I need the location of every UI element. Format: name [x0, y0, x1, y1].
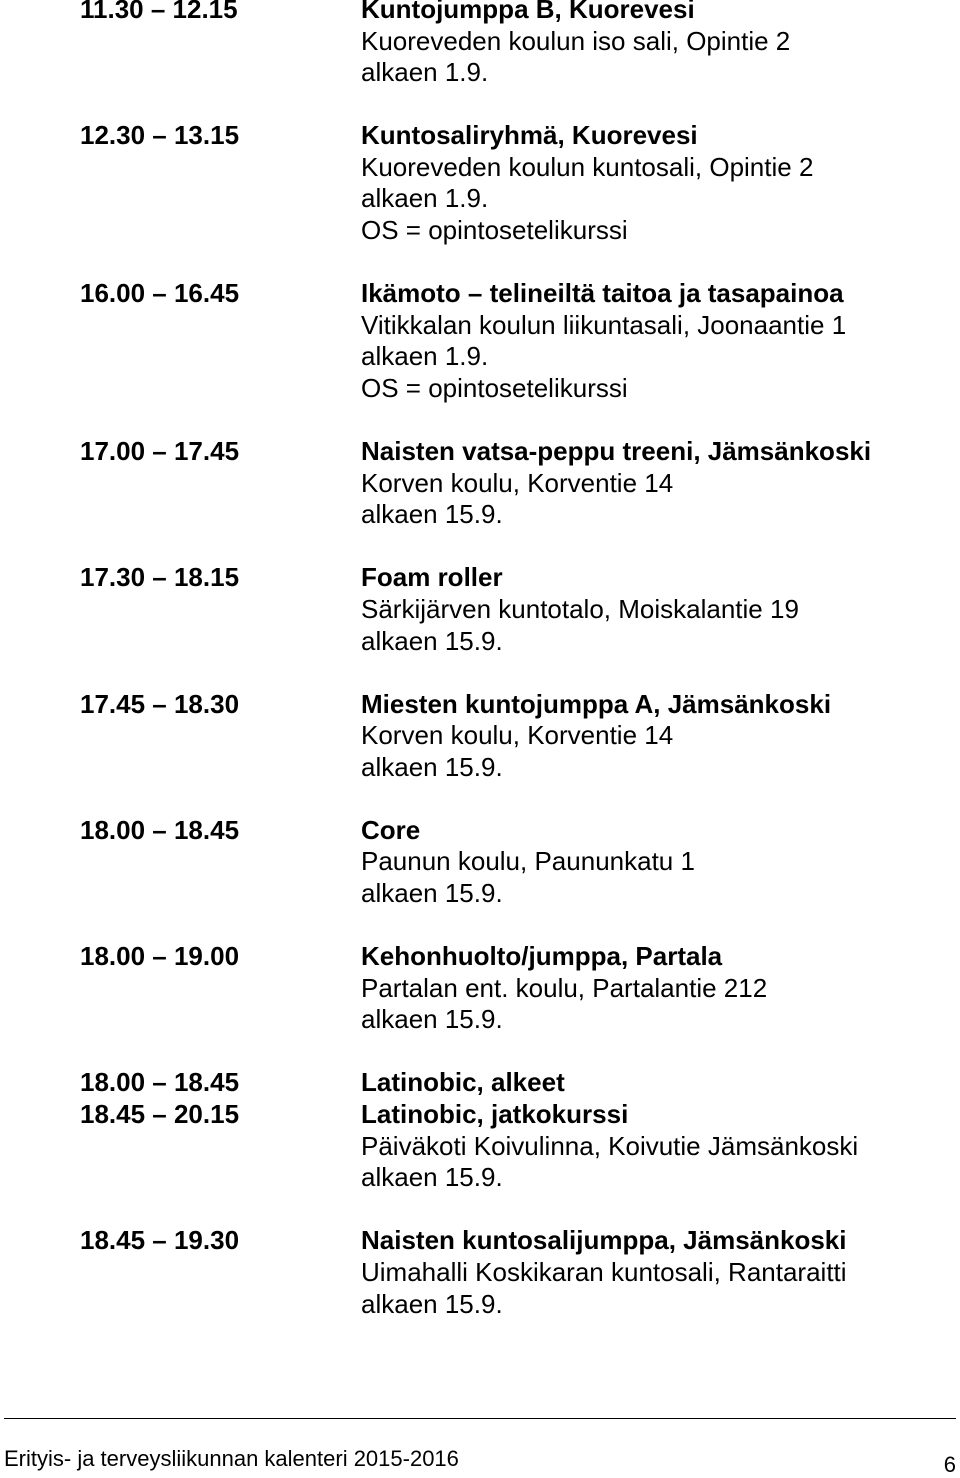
entry-title: Kuntojumppa B, Kuorevesi [361, 0, 695, 24]
schedule-list [80, 0, 940, 1320]
entry-note: alkaen 1.9. [361, 341, 489, 372]
schedule-entry [80, 278, 940, 404]
entry-location: Korven koulu, Korventie 14 [361, 467, 674, 498]
entry-time: 16.00 – 16.45 [80, 278, 240, 309]
entry-location: Paunun koulu, Paununkatu 1 [361, 846, 695, 877]
entry-time: 18.45 – 19.30 [80, 1225, 240, 1256]
entry-details [361, 815, 940, 910]
entry-title: Naisten vatsa-peppu treeni, Jämsänkoski [361, 436, 872, 467]
entry-details [361, 689, 940, 784]
entry-note: alkaen 15.9. [361, 499, 503, 530]
entry-location: Päiväkoti Koivulinna, Koivutie Jämsänkoski [361, 1130, 859, 1161]
schedule-entry [80, 120, 940, 246]
entry-details [361, 120, 940, 246]
footer-title: Erityis- ja terveysliikunnan kalenteri 2015-2016 [4, 1446, 459, 1471]
schedule-entry [80, 562, 940, 657]
entry-details [361, 562, 940, 657]
entry-note: alkaen 1.9. [361, 183, 489, 214]
entry-note: OS = opintosetelikurssi [361, 215, 628, 246]
entry-location: Korven koulu, Korventie 14 [361, 720, 674, 751]
entry-title: Naisten kuntosalijumppa, Jämsänkoski [361, 1225, 847, 1256]
entry-title: Kuntosaliryhmä, Kuorevesi [361, 120, 698, 151]
footer-divider [4, 1418, 956, 1419]
entry-details [361, 1067, 940, 1099]
schedule-entry [80, 0, 940, 89]
entry-time: 18.45 – 20.15 [80, 1099, 240, 1130]
entry-note: OS = opintosetelikurssi [361, 372, 628, 403]
page-footer [0, 1418, 960, 1477]
entry-details [361, 278, 940, 404]
schedule-entry [80, 1067, 940, 1099]
entry-title: Foam roller [361, 562, 503, 593]
entry-time: 18.00 – 18.45 [80, 814, 240, 845]
entry-details [361, 1099, 940, 1194]
entry-details [361, 1225, 940, 1320]
schedule-entry [80, 815, 940, 910]
entry-time: 12.30 – 13.15 [80, 120, 240, 151]
schedule-entry [80, 941, 940, 1036]
entry-location: Partalan ent. koulu, Partalantie 212 [361, 972, 768, 1003]
entry-note: alkaen 1.9. [361, 57, 489, 88]
entry-title: Latinobic, jatkokurssi [361, 1099, 629, 1130]
entry-details [361, 0, 940, 89]
schedule-entry [80, 1225, 940, 1320]
entry-note: alkaen 15.9. [361, 1288, 503, 1319]
entry-title: Miesten kuntojumppa A, Jämsänkoski [361, 688, 832, 719]
entry-note: alkaen 15.9. [361, 878, 503, 909]
entry-details [361, 941, 940, 1036]
entry-note: alkaen 15.9. [361, 1162, 503, 1193]
entry-time: 11.30 – 12.15 [80, 0, 238, 24]
entry-title: Kehonhuolto/jumppa, Partala [361, 941, 723, 972]
entry-location: Kuoreveden koulun kuntosali, Opintie 2 [361, 151, 814, 182]
entry-note: alkaen 15.9. [361, 625, 503, 656]
entry-time: 17.30 – 18.15 [80, 562, 240, 593]
entry-note: alkaen 15.9. [361, 1004, 503, 1035]
schedule-entry [80, 436, 940, 531]
entry-location: Vitikkalan koulun liikuntasali, Joonaantie 1 [361, 309, 847, 340]
entry-time: 17.45 – 18.30 [80, 688, 240, 719]
entry-time: 17.00 – 17.45 [80, 436, 240, 467]
page-number: 6 [943, 1452, 956, 1477]
entry-title: Ikämoto – telineiltä taitoa ja tasapainoa [361, 278, 844, 309]
schedule-entry [80, 1099, 940, 1194]
entry-details [361, 436, 940, 531]
entry-time: 18.00 – 19.00 [80, 941, 240, 972]
entry-title: Core [361, 814, 421, 845]
entry-title: Latinobic, alkeet [361, 1067, 565, 1098]
schedule-entry [80, 689, 940, 784]
entry-note: alkaen 15.9. [361, 751, 503, 782]
entry-location: Kuoreveden koulun iso sali, Opintie 2 [361, 25, 791, 56]
entry-location: Särkijärven kuntotalo, Moiskalantie 19 [361, 593, 799, 624]
entry-location: Uimahalli Koskikaran kuntosali, Rantaraitti [361, 1256, 847, 1287]
entry-time: 18.00 – 18.45 [80, 1067, 240, 1098]
